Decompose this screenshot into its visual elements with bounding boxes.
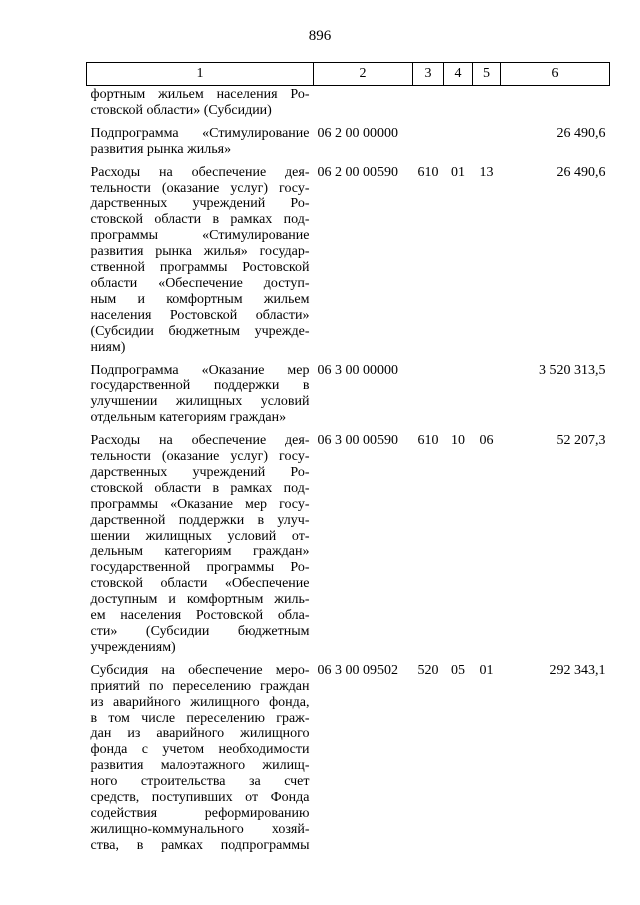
row-amount: 3 520 313,5 [539,362,606,378]
row-name [87,663,314,861]
row-name-line: стовской области» (Субсидии) [90,102,272,118]
row-name-line: развития рынка жилья» [90,141,232,157]
row-name-line: шении жилищных условий от- [90,528,310,544]
row-name-line: фортным жильем населения Ро- [90,87,310,102]
row-name-line: Подпрограмма «Стимулирование [90,125,310,141]
column-header-2: 2 [314,63,413,86]
row-pr [473,126,501,165]
row-vr [413,126,444,165]
table-row [87,663,610,861]
row-code [314,86,413,126]
row-rz: 01 [451,164,465,180]
row-rz [444,363,473,434]
row-name-line: (Субсидии бюджетным учрежде- [90,323,310,339]
row-pr [473,363,501,434]
row-rz: 10 [451,433,465,449]
row-name-line: Расходы на обеспечение дея- [90,164,310,180]
row-name-line: тельности (оказание услуг) госу- [90,180,310,196]
row-name-line: ниям) [90,339,126,355]
row-name-line: Подпрограмма «Оказание мер [90,362,310,378]
table-row [87,165,610,363]
row-name-line: отдельным категориям граждан» [90,410,287,426]
row-name-line: ным и комфортным жильем [90,291,310,307]
row-name-line: ного строительства за счет [90,774,310,790]
row-name-line: содействия реформированию [90,805,310,821]
row-name-line: ства, в рамках подпрограммы [90,837,310,853]
row-code: 06 3 00 00590 [317,433,398,449]
row-name-line: развития рынка жилья» государ- [90,244,310,260]
row-name-line: сти» (Субсидии бюджетным [90,624,310,639]
row-name-line: средств, поступивших от Фонда [90,790,310,806]
row-name-line: Расходы на обеспечение дея- [90,433,310,449]
row-vr: 610 [417,433,439,449]
row-pr: 13 [479,164,494,180]
row-pr [473,86,501,126]
row-name-line: ственной программы Ростовской [90,260,310,276]
row-code: 06 3 00 00000 [317,362,398,378]
budget-table [86,62,610,861]
row-name [87,165,314,363]
table-row [87,433,610,663]
row-code: 06 2 00 00590 [317,164,398,180]
row-name [87,86,314,126]
row-rz [444,126,473,165]
table-row [87,363,610,434]
row-name-line: из аварийного жилищного фонда, [90,694,310,710]
row-name-line: в том числе переселению граж- [90,710,310,726]
row-name-line: доступным и комфортным жиль- [90,592,310,608]
table-row [87,126,610,165]
row-name [87,126,314,165]
row-name-line: программы «Оказание мер госу- [90,496,310,512]
row-name-line: стовской области в рамках под- [90,480,310,496]
row-vr: 520 [417,662,439,678]
row-vr [413,363,444,434]
row-name-line: программы «Стимулирование [90,228,310,244]
table-row [87,86,610,126]
row-amount: 52 207,3 [556,433,606,449]
row-name-line: развития малоэтажного жилищ- [90,758,310,774]
row-name-line: дарственных учреждений Ро- [90,464,310,480]
row-rz: 05 [451,662,465,678]
row-name-line: дан из аварийного жилищного [90,726,310,742]
row-name-line: стовской области в рамках под- [90,212,310,228]
row-name-line: фонда с учетом необходимости [90,742,310,758]
row-name-line: дарственной поддержки в улуч- [90,512,310,528]
row-name-line: населения Ростовской области» [90,307,310,323]
row-pr: 01 [479,662,494,678]
row-name [87,363,314,434]
column-header-4: 4 [444,63,473,86]
row-name-line: дарственных учреждений Ро- [90,196,310,212]
row-name-line: дельным категориям граждан» [90,544,310,560]
row-code: 06 2 00 00000 [317,125,398,141]
row-vr [413,86,444,126]
page-number: 896 [308,28,332,44]
row-name-line: жилищно-коммунального хозяй- [90,821,310,837]
row-code: 06 3 00 09502 [317,662,398,678]
row-amount [501,86,610,126]
row-name-line: приятий по переселению граждан [90,678,310,694]
row-rz [444,86,473,126]
row-name-line: улучшении жилищных условий [90,394,310,410]
column-header-1: 1 [87,63,314,86]
table-body [87,86,610,861]
row-name-line: учреждениям) [90,639,176,655]
row-amount: 26 490,6 [556,125,606,141]
column-header-3: 3 [413,63,444,86]
column-header-5: 5 [473,63,501,86]
column-header-6: 6 [501,63,610,86]
row-name-line: стовской области «Обеспечение [90,576,310,592]
row-name-line: ем населения Ростовской обла- [90,608,310,624]
row-amount: 292 343,1 [549,662,606,678]
row-name-line: тельности (оказание услуг) госу- [90,449,310,465]
row-name [87,433,314,663]
row-amount: 26 490,6 [556,164,606,180]
row-name-line: государственной поддержки в [90,378,310,394]
row-pr: 06 [479,433,494,449]
row-name-line: Субсидия на обеспечение меро- [90,662,310,678]
row-vr: 610 [417,164,439,180]
row-name-line: государственной программы Ро- [90,560,310,576]
table-header [87,63,610,86]
row-name-line: области «Обеспечение доступ- [90,275,310,291]
